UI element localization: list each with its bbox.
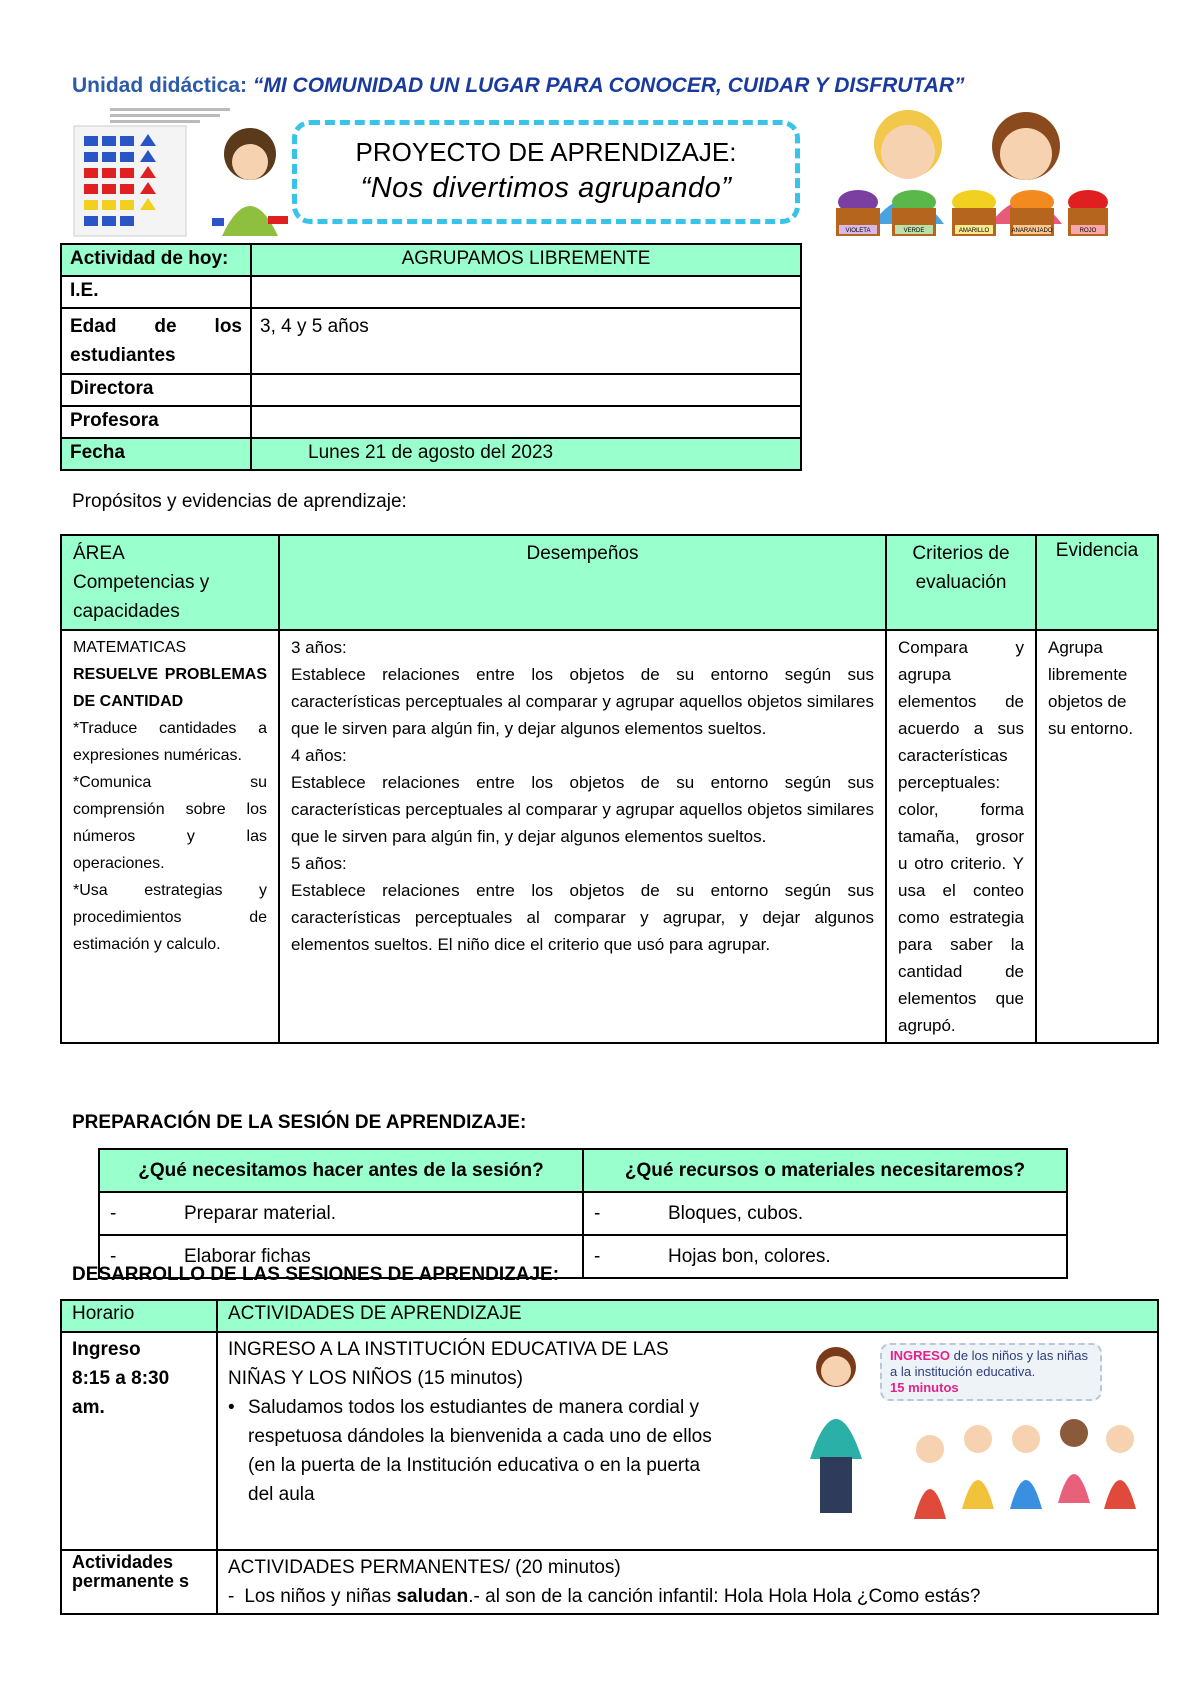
entry-row — [61, 1332, 1158, 1550]
shapes-board-illustration — [72, 106, 304, 238]
age-label — [61, 308, 251, 374]
teacher-row — [61, 406, 801, 438]
preparation-header-row — [99, 1149, 1067, 1192]
project-label: PROYECTO DE APRENDIZAJE: — [355, 137, 737, 167]
before-column-header: ¿Qué necesitamos hacer antes de la sesión? — [99, 1149, 583, 1192]
age-value: 3, 4 y 5 años — [251, 308, 801, 374]
entry-time-cell — [61, 1332, 217, 1550]
bullet-dot: • — [228, 1397, 235, 1418]
children-baskets-illustration — [822, 104, 1122, 244]
entry-title: INGRESO A LA INSTITUCIÓN EDUCATIVA DE LAS NIÑAS Y LOS NIÑOS (15 minutos) — [228, 1339, 669, 1389]
resource-item-text: Hojas bon, colores. — [668, 1245, 831, 1267]
date-row — [61, 438, 801, 470]
unit-title: “MI COMUNIDAD UN LUGAR PARA CONOCER, CUIDAR Y DISFRUTAR” — [252, 74, 965, 97]
entry-time-line: am. — [72, 1397, 105, 1418]
entry-bullet-text: Saludamos todos los estudiantes de manera cordial y respetuosa dándoles la bienvenida a cada uno de ellos (en la puerta de la Institución educativa o en la puerta del aula — [248, 1397, 712, 1505]
dash-marker: - — [594, 1245, 601, 1267]
age5-text: Establece relaciones entre los objetos de su entorno según sus características perceptuales al comparar y agrupar, y dejar algunos elementos sueltos. El niño dice el criterio que usó para agrupar. — [291, 881, 874, 954]
entry-illustration — [780, 1339, 1154, 1539]
director-row — [61, 374, 801, 406]
date-value: Lunes 21 de agosto del 2023 — [251, 438, 801, 470]
age4-label: 4 años: — [291, 746, 347, 765]
age4-text: Establece relaciones entre los objetos de su entorno según sus características perceptuales al comparar y agrupar aquellos objetos similares que le sirven para algún fin, y dejar algunos elementos sueltos. — [291, 773, 874, 846]
dash-marker: - — [110, 1245, 117, 1267]
date-label: Fecha — [61, 438, 251, 470]
resource-item — [583, 1235, 1067, 1278]
unit-label: Unidad didáctica: — [72, 74, 248, 97]
dash-marker: - — [228, 1586, 235, 1607]
capacity-item: *Usa estrategias y procedimientos de estimación y calculo. — [73, 882, 267, 953]
age-label-line2: estudiantes — [70, 345, 176, 366]
basket-label: AMARILLO — [958, 228, 990, 234]
basket-label: VIOLETA — [845, 228, 871, 234]
age3-text: Establece relaciones entre los objetos de su entorno según sus características perceptuales al comparar y agrupar aquellos objetos similares que le sirven para algún fin, y dejar algunos elementos sueltos. — [291, 665, 874, 738]
resource-item — [583, 1192, 1067, 1235]
development-table — [60, 1299, 1159, 1615]
criteria-column-header: Criterios de evaluación — [886, 535, 1036, 630]
capacity-item: *Traduce cantidades a expresiones numéricas. — [73, 720, 267, 764]
purposes-table — [60, 534, 1159, 1044]
age-label-line1: Edad de los — [70, 316, 242, 337]
criteria-cell: Compara y agrupa elementos de acuerdo a sus características perceptuales: color, forma tamaña, grosor u otro criterio. Y usa el conteo como estrategia para saber la cantidad de elementos que agrupó. — [886, 630, 1036, 1043]
dash-marker: - — [594, 1202, 601, 1224]
area-header-label: ÁREA — [73, 543, 125, 564]
teacher-value — [251, 406, 801, 438]
permanent-item — [228, 1582, 1147, 1611]
teacher-label: Profesora — [61, 406, 251, 438]
age5-label: 5 años: — [291, 854, 347, 873]
ie-label: I.E. — [61, 276, 251, 308]
permanent-rest: .- al son de la canción infantil: Hola Hola Hola ¿Como estás? — [468, 1586, 981, 1607]
unit-heading — [72, 74, 965, 98]
resource-item-text: Bloques, cubos. — [668, 1202, 804, 1224]
preparation-table — [98, 1148, 1068, 1279]
before-item — [99, 1192, 583, 1235]
activity-label: Actividad de hoy: — [61, 244, 251, 276]
evidence-column-header: Evidencia — [1036, 535, 1158, 630]
before-item-text: Preparar material. — [184, 1202, 337, 1224]
performance-column-header: Desempeños — [279, 535, 886, 630]
permanent-lead: Los niños y niñas — [244, 1586, 392, 1607]
entry-time-line: 8:15 a 8:30 — [72, 1368, 170, 1389]
project-title: “Nos divertimos agrupando” — [360, 172, 732, 204]
permanent-label: Actividades permanente s — [61, 1550, 217, 1614]
ie-row — [61, 276, 801, 308]
basket-label: ROJO — [1079, 228, 1097, 234]
director-label: Directora — [61, 374, 251, 406]
area-name: MATEMATICAS — [73, 639, 187, 656]
area-column-header — [61, 535, 279, 630]
preparation-heading: PREPARACIÓN DE LA SESIÓN DE APRENDIZAJE: — [72, 1112, 527, 1133]
purposes-content-row — [61, 630, 1158, 1043]
activities-column-header: ACTIVIDADES DE APRENDIZAJE — [217, 1300, 1158, 1332]
evidence-cell: Agrupa libremente objetos de su entorno. — [1036, 630, 1158, 1043]
sign-text: de los niños y las niñas a la institución educativa. — [890, 1348, 1089, 1379]
development-header-row — [61, 1300, 1158, 1332]
dash-marker: - — [110, 1202, 117, 1224]
entry-activity-cell — [217, 1332, 1158, 1550]
development-heading: DESARROLLO DE LAS SESIONES DE APRENDIZAJE: — [72, 1264, 560, 1285]
sign-minutes: 15 minutos — [890, 1380, 959, 1395]
permanent-title: ACTIVIDADES PERMANENTES/ (20 minutos) — [228, 1557, 621, 1578]
capacity-item: *Comunica su comprensión sobre los números y las operaciones. — [73, 774, 267, 872]
competencies-header-label: Competencias y capacidades — [73, 572, 210, 622]
performance-cell — [279, 630, 886, 1043]
before-item-text: Elaborar fichas — [184, 1245, 311, 1267]
permanent-bold: saludan — [396, 1586, 469, 1607]
director-value — [251, 374, 801, 406]
basket-label: VERDE — [903, 228, 925, 234]
sign-word: INGRESO — [890, 1348, 950, 1363]
basket-label: ANARANJADO — [1011, 228, 1053, 234]
area-cell — [61, 630, 279, 1043]
preparation-row — [99, 1192, 1067, 1235]
entry-time-line: Ingreso — [72, 1339, 141, 1360]
age3-label: 3 años: — [291, 638, 347, 657]
purposes-heading: Propósitos y evidencias de aprendizaje: — [72, 491, 407, 512]
resources-column-header: ¿Qué recursos o materiales necesitaremos? — [583, 1149, 1067, 1192]
activity-info-table — [60, 243, 802, 471]
ie-value — [251, 276, 801, 308]
activity-value: AGRUPAMOS LIBREMENTE — [251, 244, 801, 276]
purposes-header-row — [61, 535, 1158, 630]
permanent-row — [61, 1550, 1158, 1614]
competence-name: RESUELVE PROBLEMAS DE CANTIDAD — [73, 666, 267, 710]
project-title-box — [292, 120, 800, 224]
entry-bullet — [228, 1393, 718, 1509]
activity-row — [61, 244, 801, 276]
age-row — [61, 308, 801, 374]
permanent-activity-cell — [217, 1550, 1158, 1614]
schedule-column-header: Horario — [61, 1300, 217, 1332]
